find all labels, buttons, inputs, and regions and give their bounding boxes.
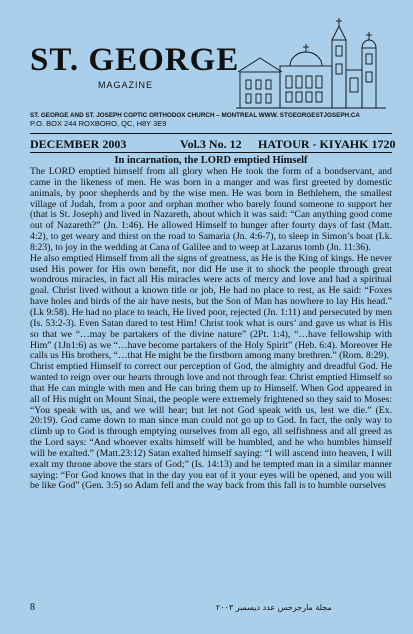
article-body: [30, 167, 392, 492]
page-number: 8: [30, 602, 35, 613]
masthead-title: ST. GEORGE: [30, 42, 240, 78]
arabic-footer-caption: مجلة مارجرجس عدد ديسمبر ٢٠٠٣: [216, 603, 332, 612]
organization-line: ST. GEORGE AND ST. JOSEPH COPTIC ORTHODOX CHURCH – MONTREAL WWW. STGEORGESTJOSEPH.CA: [30, 112, 360, 119]
po-box-line: P.O. BOX 244 ROXBORO, QC, H8Y 3E9: [30, 119, 167, 128]
issue-date: DECEMBER 2003: [30, 137, 127, 151]
article-paragraph: The LORD emptied himself from all glory when He took the form of a bondservant, and came in the likeness of men. He was born in a manger and was first greeted by domestic animals, by poor shepherds and by the wise men. He was born in Bethlehem, the smallest village of Judah, from a poor and orphan mother who barely found someone to support her (that is St. Joseph) and lived in Nazareth, about which it was said: “Can anything good come out of Nazareth?” (Jn. 1:46). He allowed Himself to hunger after fourty days of fast (Matt. 4:2), to get weary and thirst on the road to Samaria (Jn. 4:6-7), to sleep in Simon’s boat (Lk. 8:23), to joy in the wedding at Cana of Galilee and to weep at Lazarus tomb (Jn. 11:36).: [30, 166, 392, 253]
masthead-subtitle: MAGAZINE: [98, 80, 154, 90]
header-rule-bottom: [30, 152, 392, 153]
article-paragraph: Christ emptied Himself to correct our perception of God, the almighty and dreadful God. He wanted to reign over our hearts through love and not through fear. Christ emptied Himself so that He can mingle with men and He can bring them up to Himself. When God appeared in all of His might on Mount Sinai, the people were extremely frightened so they said to Moses: “You speak with us, and we will hear; but let not God speak with us, lest we die.” (Ex. 20:19). God came down to man since man could not go up to God. In fact, the only way to climb up to God is through emptying ourselves from all ego, all selfishness and all greed as the Lord says: “And whoever exalts himself will be humbled, and he who humbles himself will be exalted.” (Matt.23:12) Satan exalted himself saying: “I will ascend into heaven, I will exalt my throne above the stars of God;” (Is. 14:13) and he tempted man in a similar manner saying: “For God knows that in the day you eat of it your eyes will be opened, and you will be like God” (Gen. 3:5) so Adam fell and the way back from this fall is to humble ourselves: [30, 361, 392, 492]
article-title: In incarnation, the LORD emptied Himself: [114, 155, 308, 166]
issue-volume: Vol.3 No. 12: [180, 137, 242, 151]
header-rule-top: [30, 133, 392, 134]
article-paragraph: He also emptied Himself from all the signs of greatness, as He is the King of kings. He never used His power for His own benefit, nor did He use it to shock the people through great wondrous miracles, in fact all His miracles were acts of mercy and love and had a spiritual goal. Christ lived without a known title or job, He had no place to rest, as He said: “Foxes have holes and birds of the air have nests, but the Son of Man has nowhere to lay His head.” (Lk 9:58). He had no place to teach, He lived poor, rejected (Jn. 1:11) and persecuted by men (Is. 53:2-3). Even Satan dared to test Him! Christ took what is ours’ and gave us what is His so that we “…may be partakers of the divine nature” (2Pt. 1:4), “…have fellowship with Him” (1Jn1:6) as we “…have become partakers of the Holy Spirit” (Heb. 6:4). Moreover He calls us His brothers, “…that He might be the firstborn among many brethren.” (Rom. 8:29).: [30, 252, 392, 362]
church-illustration: [236, 14, 386, 112]
issue-coptic-date: HATOUR - KIYAHK 1720: [258, 137, 396, 151]
